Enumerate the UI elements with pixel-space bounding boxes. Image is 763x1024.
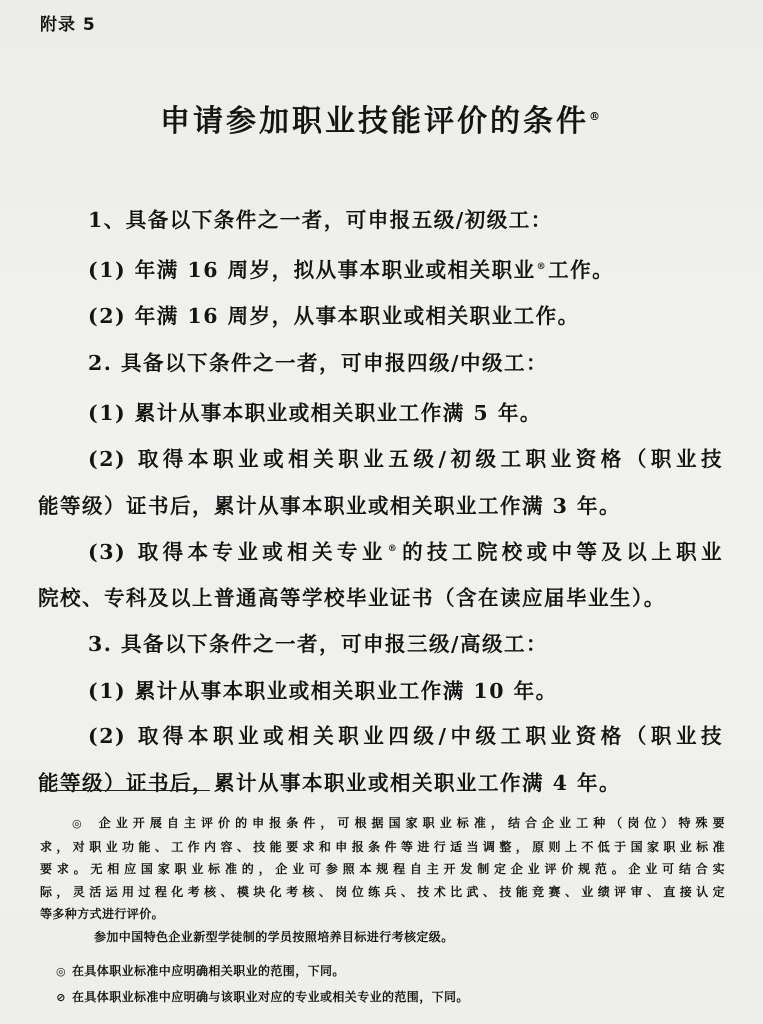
footnote-3 bbox=[40, 986, 725, 1010]
condition-2-2-line-1: (2) 取得本职业或相关职业五级/初级工职业资格（职业技 bbox=[88, 447, 723, 471]
condition-3-2-line-2: 能等级）证书后，累计从事本职业或相关职业工作满 4 年。 bbox=[38, 771, 622, 795]
page-title bbox=[0, 96, 763, 140]
footnote-1-line-3: 要求。无相应国家职业标准的，企业可参照本规程自主开发制定企业评价规范。企业可结合实 bbox=[40, 862, 725, 876]
footnote-3-marker: ⊘ bbox=[56, 991, 66, 1004]
title-note-marker: ® bbox=[589, 110, 603, 123]
condition-1-1-text: (1) 年满 16 周岁，拟从事本职业或相关职业 bbox=[88, 258, 536, 282]
section-2-heading: 2. 具备以下条件之一者，可申报四级/中级工： bbox=[88, 351, 549, 375]
condition-2-1: (1) 累计从事本职业或相关职业工作满 5 年。 bbox=[88, 401, 542, 425]
condition-1-2: (2) 年满 16 周岁，从事本职业或相关职业工作。 bbox=[88, 304, 580, 328]
footnote-1-marker: ◎ bbox=[72, 817, 82, 830]
appendix-label: 附录 5 bbox=[40, 15, 96, 35]
condition-2-3-tail: 的技工院校或中等及以上职业 bbox=[399, 540, 723, 564]
footnote-marker-1: ® bbox=[536, 262, 548, 273]
footnote-marker-2: ® bbox=[387, 544, 399, 555]
footnote-1-line-6: 参加中国特色企业新型学徒制的学员按照培养目标进行考核定级。 bbox=[94, 929, 454, 944]
footnote-divider bbox=[40, 790, 210, 791]
footnote-1-line-1-text: 企业开展自主评价的申报条件，可根据国家职业标准，结合企业工种（岗位）特殊要 bbox=[94, 816, 725, 830]
condition-3-1: (1) 累计从事本职业或相关职业工作满 10 年。 bbox=[88, 679, 558, 703]
condition-2-3-line-1 bbox=[88, 535, 723, 565]
condition-3-2-line-1: (2) 取得本职业或相关职业四级/中级工职业资格（职业技 bbox=[88, 724, 723, 748]
footnote-1-line-4: 际，灵活运用过程化考核、模块化考核、岗位练兵、技术比武、技能竞赛、业绩评审、直接认定 bbox=[40, 884, 725, 899]
condition-1-1 bbox=[88, 253, 723, 283]
footnote-1 bbox=[40, 812, 725, 948]
condition-1-1-tail: 工作。 bbox=[548, 258, 615, 282]
section-3-heading: 3. 具备以下条件之一者，可申报三级/高级工： bbox=[88, 632, 549, 656]
footnote-1-line-5: 等多种方式进行评价。 bbox=[40, 907, 165, 921]
footnote-1-line-1 bbox=[40, 812, 725, 836]
footnote-2-marker: ◎ bbox=[56, 965, 66, 978]
condition-2-3-text: (3) 取得本专业或相关专业 bbox=[88, 540, 387, 564]
footnote-2 bbox=[40, 960, 725, 984]
footnote-2-text: 在具体职业标准中应明确相关职业的范围，下同。 bbox=[72, 964, 345, 978]
condition-2-2-line-2: 能等级）证书后，累计从事本职业或相关职业工作满 3 年。 bbox=[38, 494, 622, 518]
section-1-heading: 1、具备以下条件之一者，可申报五级/初级工： bbox=[88, 208, 553, 232]
condition-2-3-line-2: 院校、专科及以上普通高等学校毕业证书（含在读应届毕业生）。 bbox=[38, 586, 666, 610]
footnote-3-text: 在具体职业标准中应明确与该职业对应的专业或相关专业的范围，下同。 bbox=[72, 990, 469, 1004]
title-text: 申请参加职业技能评价的条件 bbox=[160, 104, 589, 139]
footnote-1-line-2: 求，对职业功能、工作内容、技能要求和申报条件等进行适当调整，原则上不低于国家职业标准 bbox=[40, 839, 725, 854]
